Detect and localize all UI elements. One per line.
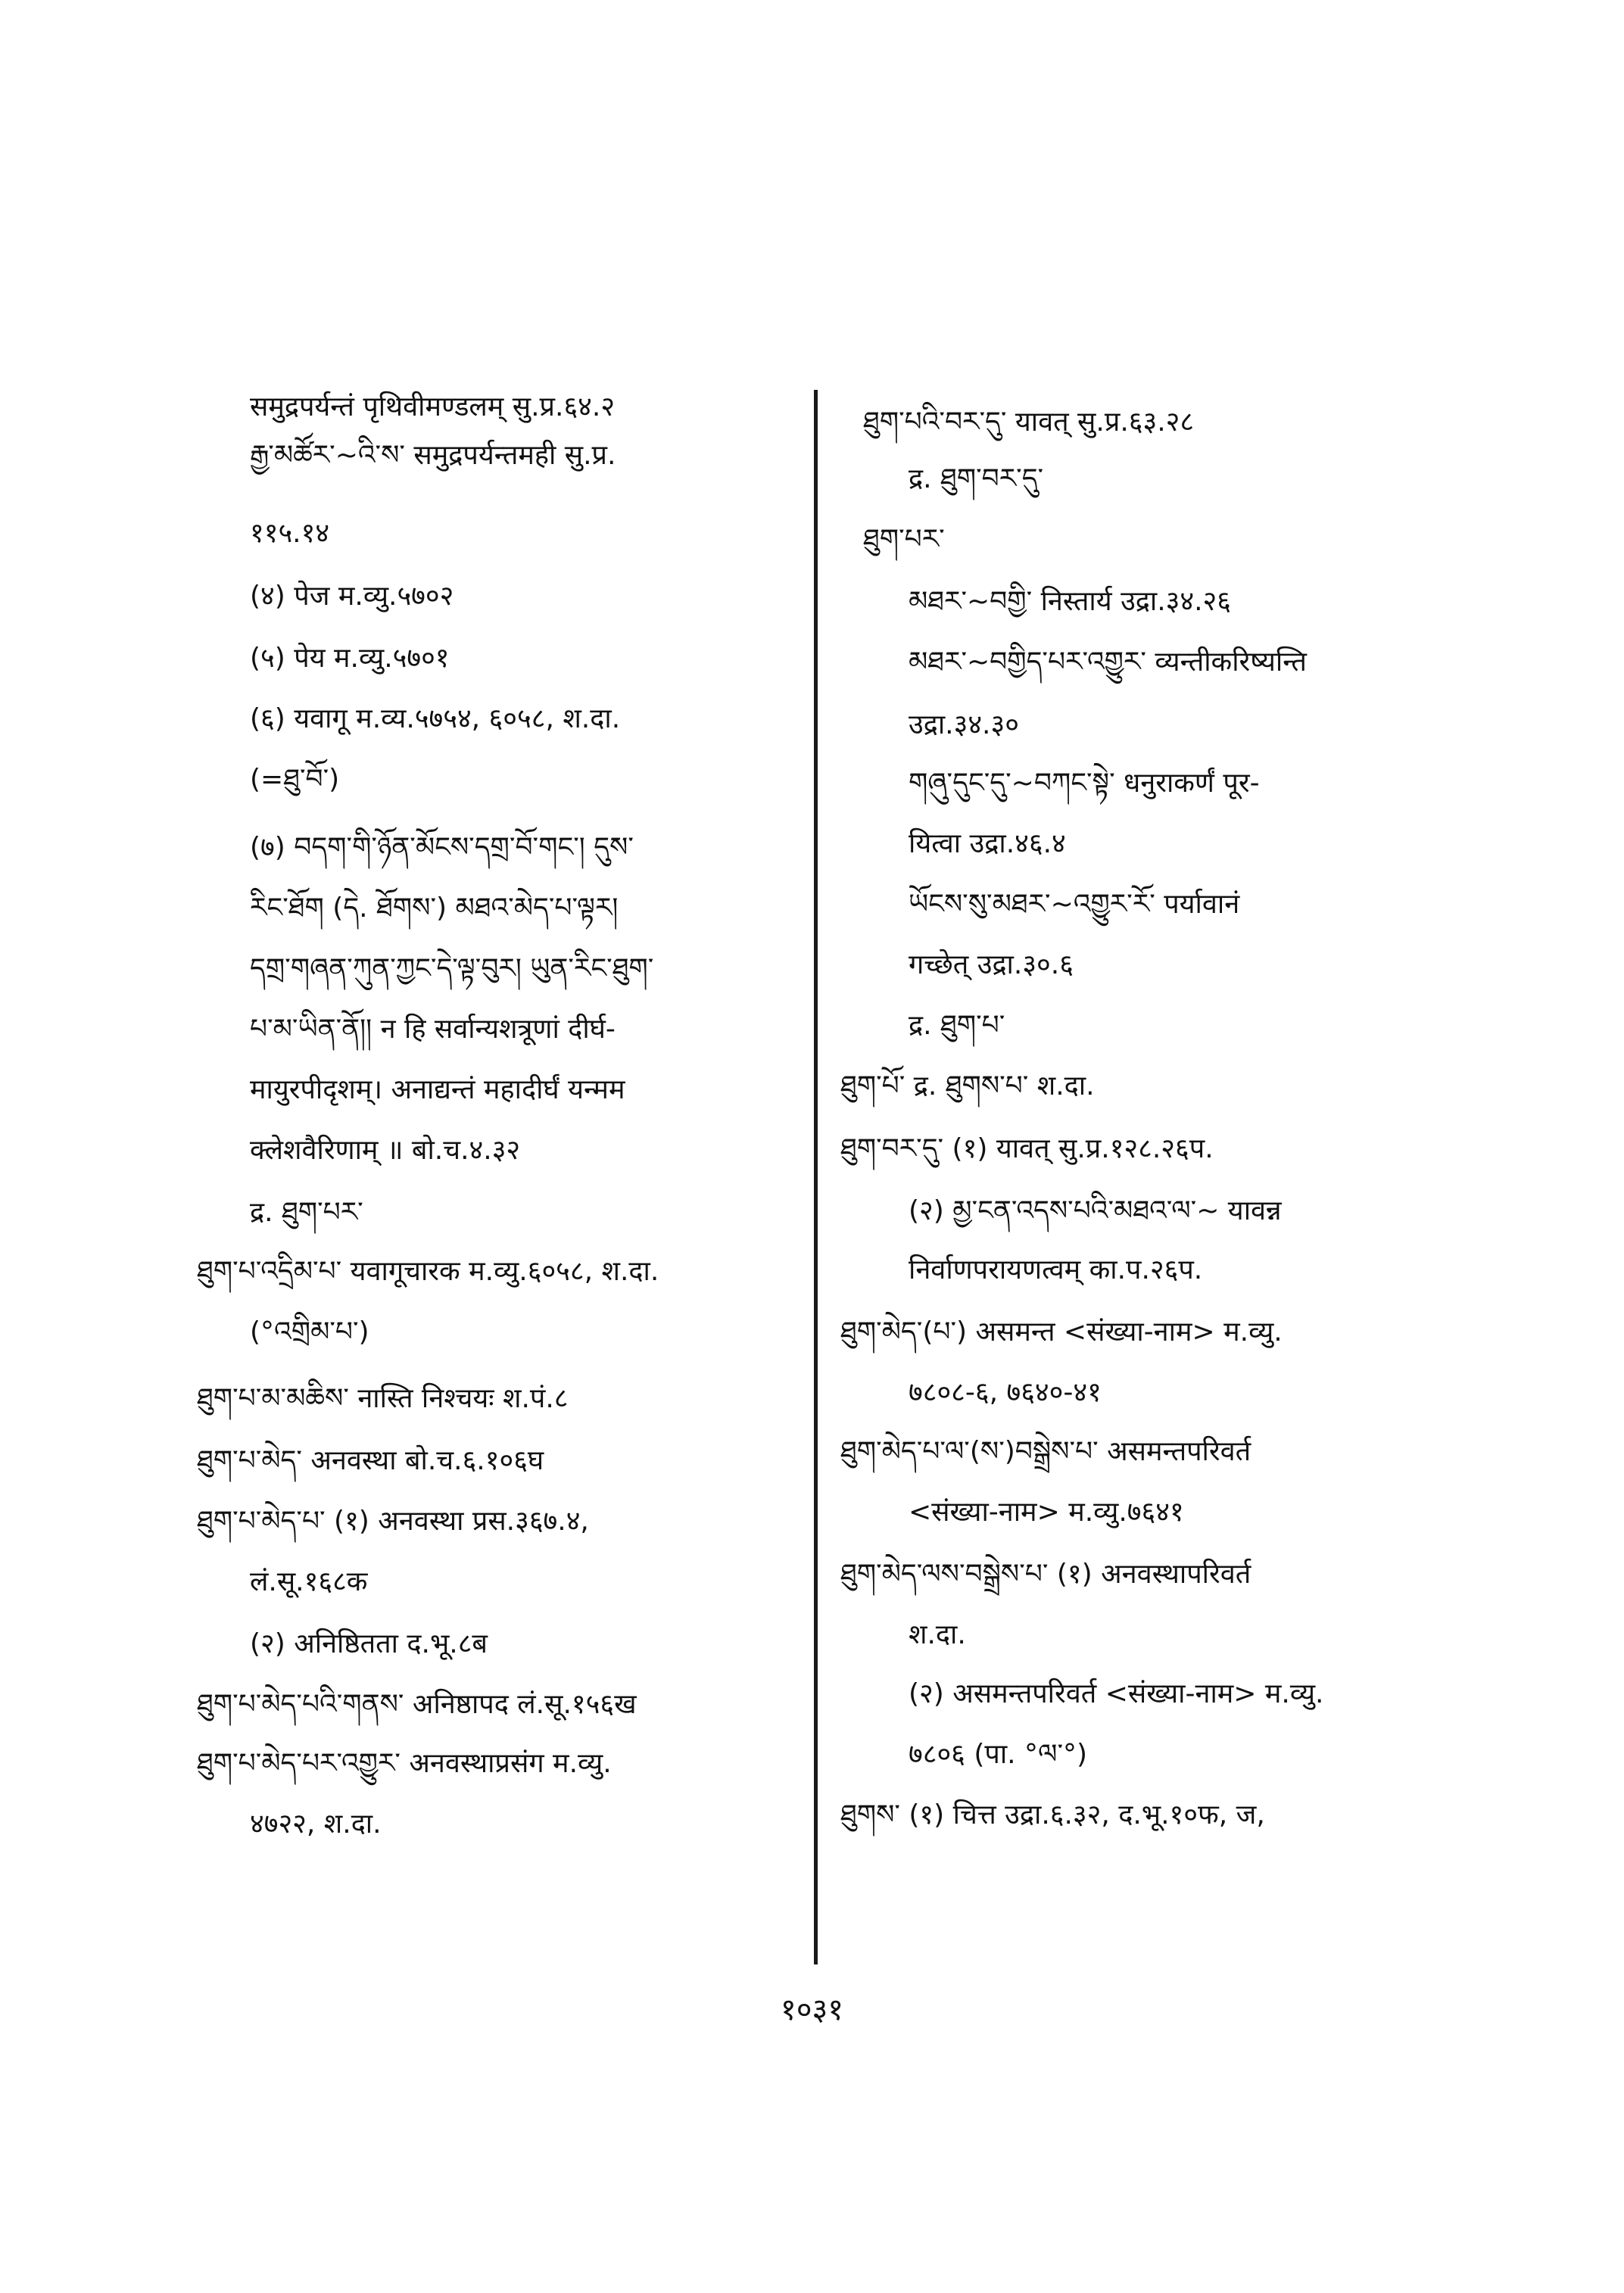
right-column-line: ཡོངས་སུ་མཐར་~འགྱུར་རོ་ पर्यावानं	[909, 889, 1240, 920]
left-column-line: ११५.१४	[250, 518, 330, 549]
left-column-line: (६) यवागू म.व्य.५७५४, ६०५८, श.दा.	[250, 703, 621, 734]
column-divider	[814, 390, 818, 1964]
left-column-line: (२) अनिष्ठितता द.भू.८ब	[250, 1628, 488, 1659]
right-column-line: द्र. ཐུག་བར་དུ་	[909, 463, 1044, 494]
right-column-line: ७८०८-६, ७६४०-४१	[909, 1377, 1102, 1408]
left-column-line: ४७२२, श.दा.	[250, 1809, 382, 1840]
left-column-line: ཐུག་པ་མེད་པ་ (१) अनवस्था प्रस.३६७.४,	[197, 1506, 589, 1537]
page-number: १०३१	[780, 1992, 844, 2027]
left-column-line: (°འགྲིམ་པ་)	[250, 1316, 369, 1347]
right-column-line: ཐུག་བར་དུ་ (१) यावत् सु.प्र.१२८.२६प.	[840, 1133, 1214, 1164]
left-column-line: པ་མ་ཡིན་ནོ།། न हि सर्वान्यशत्रूणां दीर्घ-	[250, 1014, 616, 1045]
left-column-line: ཐུག་པ་འདྲིམ་པ་ यवागूचारक म.व्यु.६०५८, श.दा.	[197, 1256, 659, 1287]
left-column-line: लं.सू.१६८क	[250, 1566, 368, 1597]
left-column-line: क्लेशवैरिणाम् ॥ बो.च.४.३२	[250, 1135, 521, 1166]
right-column-line: མཐར་~བགྱིད་པར་འགྱུར་ व्यन्तीकरिष्यन्ति	[909, 646, 1307, 678]
right-column-line: ७८०६ (पा. °ལ་°)	[909, 1739, 1088, 1770]
left-column-line: (४) पेज म.व्यु.५७०२	[250, 581, 454, 612]
left-column-line: द्र. ཐུག་པར་	[250, 1197, 363, 1228]
right-column-line: (२) མྱ་ངན་འདས་པའི་མཐའ་ལ་~ यावन्न	[909, 1195, 1282, 1226]
right-column-line: उद्रा.३४.३०	[909, 709, 1019, 740]
left-column-line: (५) पेय म.व्यु.५७०१	[250, 643, 450, 674]
right-column-line: ཐུགས་ (१) चित्त उद्रा.६.३२, द.भू.१०फ, ज,	[840, 1799, 1265, 1830]
left-column-line: ཐུག་པ་མ་མཆིས་ नास्ति निश्चयः श.पं.८	[197, 1383, 569, 1414]
right-column-line: ཐུག་པོ་ द्र. ཐུགས་པ་ श.दा.	[840, 1070, 1095, 1101]
left-column-line: རིང་ཐོག (དེ. ཐོགས་) མཐའ་མེད་པ་ལྟར།	[250, 893, 619, 924]
right-column-line: ཐུག་མེད་པ་ལ་(ས་)བསྒྲེས་པ་ असमन्तपरिवर्त	[840, 1436, 1252, 1467]
right-column-line: (२) असमन्तपरिवर्त <संख्या-नाम> म.व्यु.	[909, 1678, 1324, 1709]
left-column-line: ཐུག་པ་མེད་པར་འགྱུར་ अनवस्थाप्रसंग म.व्यु.	[197, 1748, 612, 1779]
right-column-line: गच्छेत् उद्रा.३०.६	[909, 949, 1074, 980]
right-column-line: གཞུ་དུང་དུ་~བཀང་སྟེ་ धनुराकर्णं पूर-	[909, 768, 1260, 799]
right-column-line: ཐུག་པར་	[863, 524, 945, 555]
left-column-line: (७) བདག་གི་ཉོན་མོངས་དགྲ་བོ་གང་། དུས་	[250, 832, 634, 863]
left-column-line: ཐུག་པ་མེད་ अनवस्था बो.च.६.१०६घ	[197, 1445, 544, 1476]
left-column-line: मायुरपीदृशम्। अनाद्यन्तं महादीर्घं यन्मम	[250, 1074, 625, 1105]
left-column-line: རྒྱ་མཚོར་~འི་ས་ समुद्रपर्यन्तमही सु.प्र.	[250, 440, 616, 471]
right-column-line: <संख्या-नाम> म.व्यु.७६४१	[909, 1497, 1184, 1528]
right-column-line: མཐར་~བགྱི་ निस्तार्य उद्रा.३४.२६	[909, 586, 1232, 617]
right-column-line: श.दा.	[909, 1619, 966, 1650]
right-column-line: ཐུག་མེད་ལས་བསྒྲེས་པ་ (१) अनवस्थापरिवर्त	[840, 1559, 1252, 1590]
right-column-line: यित्वा उद्रा.४६.४	[909, 828, 1066, 859]
right-column-line: द्र. ཐུག་པ་	[909, 1010, 1005, 1041]
left-column-line: ཐུག་པ་མེད་པའི་གནས་ अनिष्ठापद लं.सू.१५६ख	[197, 1689, 637, 1720]
right-column-line: ཐུག་མེད་(པ་) असमन्त <संख्या-नाम> म.व्यु.	[840, 1316, 1283, 1347]
left-column-line: དགྲ་གཞན་ཀུན་ཀྱང་དེ་ལྟ་བུར། ཡུན་རིང་ཐུག་	[250, 953, 654, 984]
right-column-line: ཐུག་པའི་བར་དུ་ यावत् सु.प्र.६३.२८	[863, 407, 1195, 438]
right-column-line: निर्वाणपरायणत्वम् का.प.२६प.	[909, 1254, 1203, 1285]
left-column-line: (=ཐུ་བོ་)	[250, 764, 340, 795]
left-column-line: समुद्रपर्यन्तं पृथिवीमण्डलम् सु.प्र.६४.२	[250, 391, 616, 422]
